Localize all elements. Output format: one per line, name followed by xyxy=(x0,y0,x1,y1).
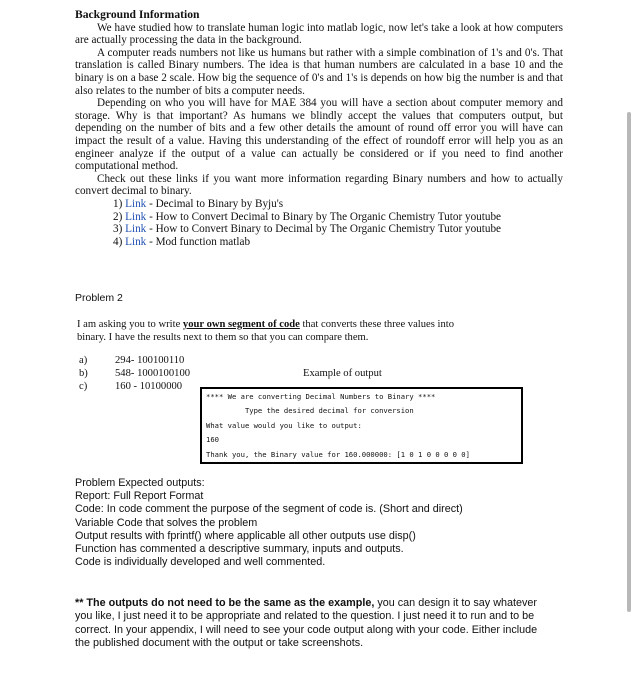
report-line: Report: Full Report Format xyxy=(75,490,204,503)
vertical-scrollbar[interactable] xyxy=(627,112,631,612)
paragraph-4: Check out these links if you want more information regarding Binary numbers and how to actually convert decimal to binary. xyxy=(75,172,563,198)
report-line: Code is individually developed and well commented. xyxy=(75,556,326,569)
problem-2-label: Problem 2 xyxy=(75,292,123,304)
paragraph-2: A computer reads numbers not like us humans but rather with a simple combination of 1's and 0's. That translation is called Binary numbers. The idea is that human numbers are calculated in a base 10 and the binary is on a base 2 scale. How big the sequence of 0's and 1's is depends on how big the number is and that also relates to the number of bits a computer needs. xyxy=(75,46,563,97)
paragraph-1: We have studied how to translate human logic into matlab logic, now let's take a look at how computers are actually processing the data in the background. xyxy=(75,21,563,47)
link-list xyxy=(75,198,563,248)
report-line: Function has commented a descriptive summary, inputs and outputs. xyxy=(75,543,404,556)
output-line: Type the desired decimal for conversion xyxy=(206,406,414,416)
note-emphasis: ** The outputs do not need to be the same as the example, xyxy=(75,597,375,609)
link-anchor[interactable]: Link xyxy=(125,223,147,236)
link-item: 3) Link - How to Convert Binary to Decimal by The Organic Chemistry Tutor youtube xyxy=(113,223,502,236)
output-line: **** We are converting Decimal Numbers to Binary **** xyxy=(206,392,436,401)
background-section xyxy=(75,9,563,248)
report-line: Variable Code that solves the problem xyxy=(75,516,258,529)
example-output-box xyxy=(200,387,523,464)
link-anchor[interactable]: Link xyxy=(125,210,147,223)
output-line: Thank you, the Binary value for 160.000000: [1 0 1 0 0 0 0 0] xyxy=(206,449,470,459)
report-line: Code: In code comment the purpose of the segment of code is. (Short and direct) xyxy=(75,503,463,516)
report-line: Output results with fprintf() where applicable all other outputs use disp() xyxy=(75,529,416,542)
value-row: c) 160 - 10100000 xyxy=(79,381,183,393)
problem-intro: I am asking you to write your own segment of code that converts these three values into binary. I have the results next to them so that you can compare them. xyxy=(77,319,454,343)
link-anchor[interactable]: Link xyxy=(125,197,147,210)
link-item: 2) Link - How to Convert Decimal to Binary by The Organic Chemistry Tutor youtube xyxy=(113,210,502,223)
outputs-note: ** The outputs do not need to be the same as the example, you can design it to say whatever you like, I just need it to be appropriate and related to the question. I just need it to run and to be correct. In your appendix, I will need to see your code output along with your code. Either include the published document with the output or take screenshots. xyxy=(75,597,538,650)
paragraph-3: Depending on who you will have for MAE 384 you will have a section about computer memory and storage. Why is that important? As humans we blindly accept the values that computers output, but depending on the number of bits and a few other details the amount of round off error you will have can impact the result of a value. Having this understanding of the effect of roundoff error will help you as an engineer analyze if the output of a value can actually be considered or if you need to find another computational method. xyxy=(75,97,563,173)
value-row: a) 294- 100100110 xyxy=(79,355,185,366)
link-item: 1) Link - Decimal to Binary by Byju's xyxy=(113,197,284,210)
emphasis-own-code: your own segment of code xyxy=(182,319,300,330)
report-line: Problem Expected outputs: xyxy=(75,477,205,489)
value-list xyxy=(79,354,190,394)
output-line: 160 xyxy=(206,435,219,445)
example-title: Example of output xyxy=(303,368,382,379)
value-row: b) 548- 1000100100 xyxy=(79,368,191,380)
expected-outputs xyxy=(75,477,463,569)
section-heading: Background Information xyxy=(75,8,200,21)
output-line: What value would you like to output: xyxy=(206,420,362,430)
link-item: 4) Link - Mod function matlab xyxy=(113,235,251,248)
link-anchor[interactable]: Link xyxy=(125,235,147,248)
